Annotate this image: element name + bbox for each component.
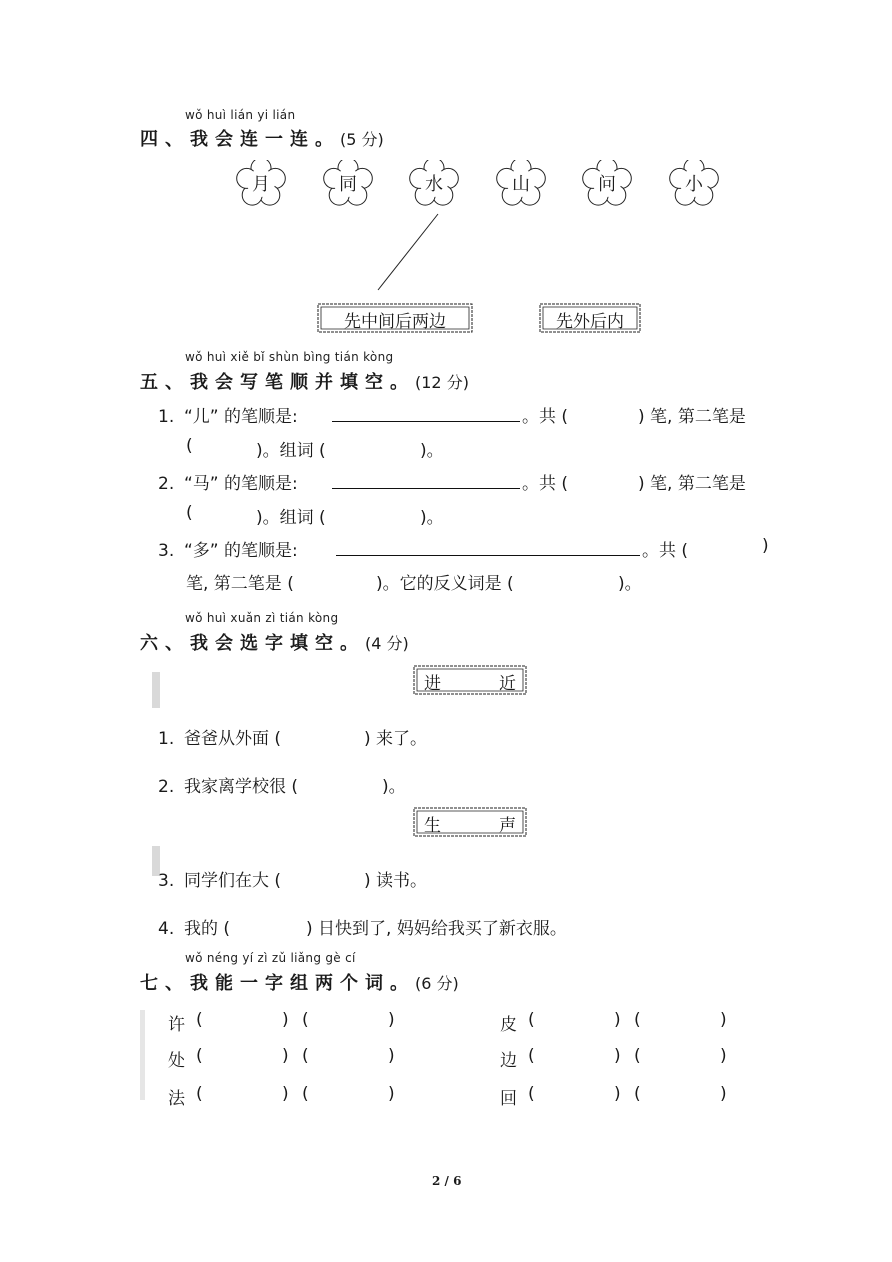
choice-char: 生 — [424, 816, 441, 836]
second-stroke-open: ( — [186, 436, 193, 456]
section4-pinyin: wǒ huì lián yi lián — [185, 108, 296, 122]
paren-open: ( — [528, 1010, 535, 1030]
item-text-end: ) 来了。 — [364, 729, 428, 749]
fill-item-3 — [158, 866, 281, 891]
flower-char-box[interactable] — [496, 160, 546, 206]
paren-open: ( — [196, 1046, 203, 1066]
item-text: 同学们在大 ( — [184, 871, 282, 891]
paren-open: ( — [302, 1084, 309, 1104]
item-text-end: )。 — [382, 777, 406, 797]
paren-open: ( — [634, 1046, 641, 1066]
item-number: 1. — [158, 407, 175, 427]
section6-title — [140, 629, 409, 655]
choice-char: 近 — [499, 674, 516, 694]
paren-close: ) — [282, 1010, 289, 1030]
stroke-order-blank-3[interactable] — [336, 539, 640, 556]
section4-score: (5 分) — [340, 130, 384, 149]
choice-box-jin — [412, 664, 528, 694]
section5-title — [140, 368, 469, 394]
item-number: 1. — [158, 729, 175, 749]
flower-char: 问 — [598, 174, 616, 195]
section4-title — [140, 125, 384, 151]
paren-close: ) — [720, 1046, 727, 1066]
item-text: 我家离学校很 ( — [184, 777, 299, 797]
flower-char-box[interactable] — [236, 160, 286, 206]
rule-box-outside-first[interactable] — [538, 302, 642, 332]
section6-pinyin: wǒ huì xuǎn zì tián kòng — [185, 611, 339, 625]
item-text: “马” 的笔顺是: — [184, 474, 298, 494]
flower-char-box[interactable] — [409, 160, 459, 206]
word-char: 处 — [168, 1051, 185, 1071]
fill-item-2 — [158, 772, 298, 797]
item-text-end: ) 日快到了, 妈妈给我买了新衣服。 — [306, 919, 567, 939]
section6-title-text: 六、我会选字填空。 — [140, 633, 365, 654]
paren-open: ( — [196, 1084, 203, 1104]
flower-char: 小 — [685, 174, 703, 195]
item-text: “儿” 的笔顺是: — [184, 407, 298, 427]
count-close: ) 笔, 第二笔是 — [638, 474, 746, 494]
second-stroke-open: ( — [186, 503, 193, 523]
item-number: 2. — [158, 474, 175, 494]
paren-close: ) — [282, 1084, 289, 1104]
stroke-item-2-line1 — [158, 469, 298, 494]
rule-box-center-first[interactable] — [316, 302, 474, 332]
paren-close: ) — [614, 1010, 621, 1030]
antonym-close: )。 — [618, 574, 642, 594]
stroke-order-blank-1[interactable] — [332, 405, 520, 422]
word-char: 许 — [168, 1015, 185, 1035]
choice-char: 进 — [424, 674, 441, 694]
flower-char: 月 — [252, 174, 270, 195]
flower-char: 同 — [339, 174, 357, 195]
paren-open: ( — [528, 1046, 535, 1066]
section5-score: (12 分) — [415, 373, 469, 392]
item-text: 爸爸从外面 ( — [184, 729, 282, 749]
choice-char: 声 — [499, 816, 516, 836]
section7-pinyin: wǒ néng yí zì zǔ liǎng gè cí — [185, 951, 356, 965]
paren-open: ( — [528, 1084, 535, 1104]
section7-title-text: 七、我能一字组两个词。 — [140, 973, 415, 994]
paren-open: ( — [634, 1010, 641, 1030]
word-close: )。 — [420, 441, 444, 461]
item-number: 3. — [158, 871, 175, 891]
scan-mark — [152, 672, 160, 708]
word-char: 皮 — [500, 1015, 517, 1035]
flower-char-box[interactable] — [582, 160, 632, 206]
flower-char: 山 — [512, 174, 530, 195]
rule-label: 先中间后两边 — [344, 312, 446, 332]
word-char: 法 — [168, 1089, 185, 1109]
count-close: ) — [762, 536, 769, 556]
paren-close: ) — [720, 1010, 727, 1030]
flower-char: 水 — [425, 174, 443, 195]
section5-pinyin: wǒ huì xiě bǐ shùn bìng tián kòng — [185, 350, 394, 364]
stroke-order-blank-2[interactable] — [332, 472, 520, 489]
item-text: 我的 ( — [184, 919, 231, 939]
section6-score: (4 分) — [365, 634, 409, 653]
section5-title-text: 五、我会写笔顺并填空。 — [140, 372, 415, 393]
antonym-open: )。它的反义词是 ( — [376, 574, 514, 594]
word-close: )。 — [420, 508, 444, 528]
fill-item-1 — [158, 724, 281, 749]
flower-char-box[interactable] — [669, 160, 719, 206]
paren-open: ( — [196, 1010, 203, 1030]
paren-open: ( — [302, 1010, 309, 1030]
paren-close: ) — [388, 1084, 395, 1104]
section4-title-text: 四、我会连一连。 — [140, 129, 340, 150]
count-open: 。共 ( — [522, 474, 569, 494]
paren-open: ( — [634, 1084, 641, 1104]
item-text: “多” 的笔顺是: — [184, 541, 298, 561]
paren-open: ( — [302, 1046, 309, 1066]
stroke-item-1-line1 — [158, 402, 298, 427]
word-char: 回 — [500, 1089, 517, 1109]
section7-title — [140, 969, 459, 995]
rule-label: 先外后内 — [556, 312, 624, 332]
item-number: 2. — [158, 777, 175, 797]
section7-score: (6 分) — [415, 974, 459, 993]
word-char: 边 — [500, 1051, 517, 1071]
paren-close: ) — [614, 1084, 621, 1104]
page-number: 2 / 6 — [432, 1174, 462, 1188]
word-open: )。组词 ( — [256, 508, 326, 528]
item-number: 3. — [158, 541, 175, 561]
item-number: 4. — [158, 919, 175, 939]
count-open: 。共 ( — [522, 407, 569, 427]
choice-box-sheng — [412, 806, 528, 836]
count-open: 。共 ( — [642, 541, 689, 561]
stroke-item-3-line1 — [158, 536, 298, 561]
scan-mark — [140, 1010, 145, 1100]
flower-char-box[interactable] — [323, 160, 373, 206]
item-text-end: ) 读书。 — [364, 871, 428, 891]
word-open: )。组词 ( — [256, 441, 326, 461]
count-close: ) 笔, 第二笔是 — [638, 407, 746, 427]
paren-close: ) — [388, 1010, 395, 1030]
fill-item-4 — [158, 914, 230, 939]
paren-close: ) — [614, 1046, 621, 1066]
paren-close: ) — [282, 1046, 289, 1066]
paren-close: ) — [388, 1046, 395, 1066]
second-stroke-open: 笔, 第二笔是 ( — [186, 574, 294, 594]
paren-close: ) — [720, 1084, 727, 1104]
